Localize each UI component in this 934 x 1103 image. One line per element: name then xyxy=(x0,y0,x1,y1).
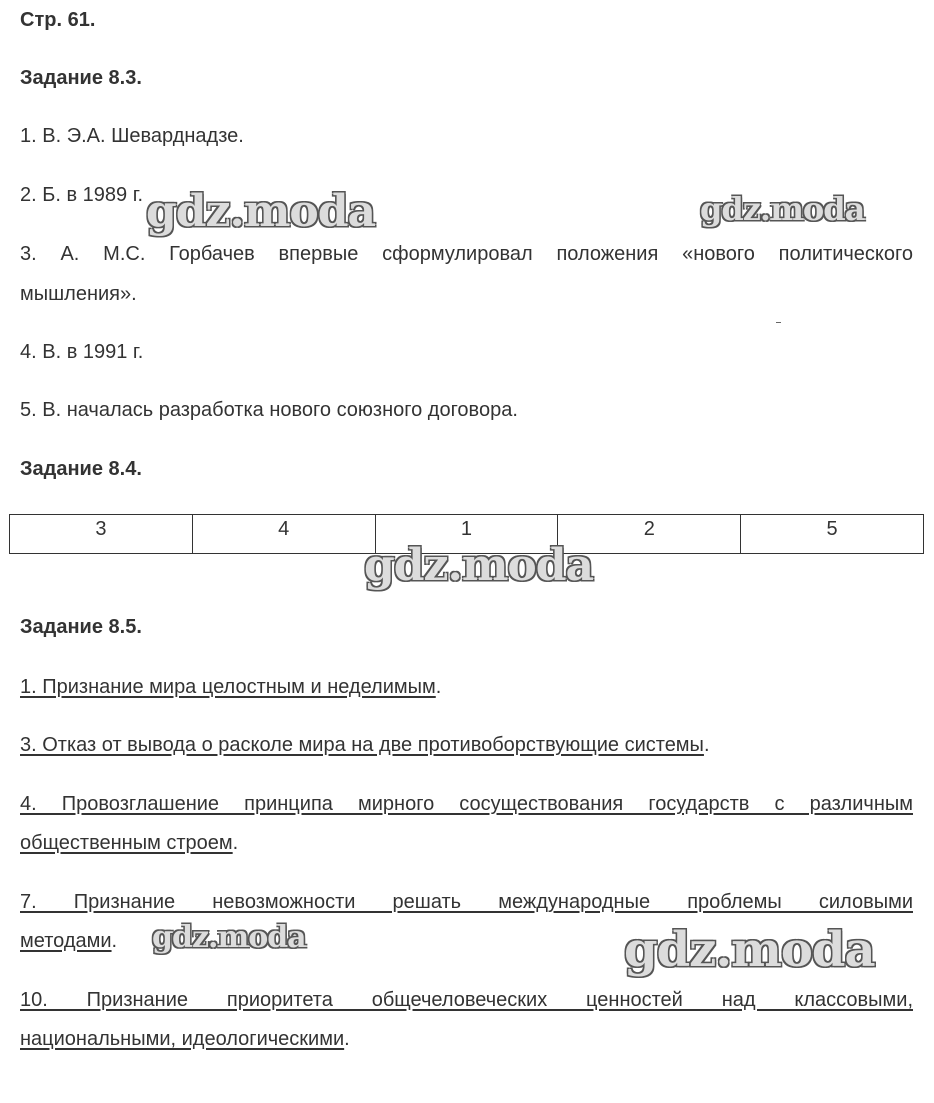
table-cell: 4 xyxy=(192,515,375,554)
scan-mark xyxy=(776,322,781,323)
task-8-3-answer-3-cont: мышления». xyxy=(20,283,137,305)
task-8-3-heading: Задание 8.3. xyxy=(20,67,142,89)
table-cell: 5 xyxy=(741,515,924,554)
task-8-5-answer-4-cont xyxy=(20,831,238,855)
page-number: Стр. 61. xyxy=(20,9,96,31)
task-8-5-answer-1 xyxy=(20,675,441,699)
answer-end: . xyxy=(703,734,710,756)
watermark: gdz.moda xyxy=(152,920,306,955)
task-8-5-heading: Задание 8.5. xyxy=(20,616,142,638)
answer-end: . xyxy=(344,1028,350,1050)
table-cell: 2 xyxy=(558,515,741,554)
task-8-5-answer-7: 7. Признание невозможности решать международные проблемы силовыми xyxy=(20,891,913,913)
table-cell: 3 xyxy=(10,515,193,554)
answer-end: . xyxy=(111,930,118,952)
task-8-3-answer-1: 1. В. Э.А. Шеварднадзе. xyxy=(20,125,244,147)
task-8-3-answer-3: 3. А. М.С. Горбачев впервые сформулировал положения «нового политического xyxy=(20,243,913,265)
answer-end: . xyxy=(232,832,239,854)
answer-text: национальными, идеологическими xyxy=(20,1028,345,1050)
task-8-3-answer-2: 2. Б. в 1989 г. xyxy=(20,184,144,206)
answer-text: общественным строем xyxy=(20,832,233,854)
watermark: gdz.moda xyxy=(364,540,594,591)
task-8-5-answer-3 xyxy=(20,733,710,757)
answer-text: 1. Признание мира целостным и неделимым xyxy=(20,676,436,698)
answer-text: методами xyxy=(20,930,112,952)
task-8-4-heading: Задание 8.4. xyxy=(20,458,142,480)
answer-end: . xyxy=(435,676,442,698)
task-8-5-answer-10-cont xyxy=(20,1027,350,1051)
task-8-5-answer-10: 10. Признание приоритета общечеловеческих ценностей над классовыми, xyxy=(20,989,913,1011)
watermark: gdz.moda xyxy=(146,186,376,237)
task-8-5-answer-4: 4. Провозглашение принципа мирного сосуществования государств с различным xyxy=(20,793,913,815)
task-8-3-answer-5: 5. В. началась разработка нового союзного договора. xyxy=(20,399,518,421)
answer-text: 3. Отказ от вывода о расколе мира на две противоборствующие системы xyxy=(20,734,704,756)
table-cell: 1 xyxy=(375,515,558,554)
watermark: gdz.moda xyxy=(700,190,865,228)
watermark: gdz.moda xyxy=(624,922,875,978)
task-8-5-answer-7-cont xyxy=(20,929,117,953)
task-8-3-answer-4: 4. В. в 1991 г. xyxy=(20,341,144,363)
